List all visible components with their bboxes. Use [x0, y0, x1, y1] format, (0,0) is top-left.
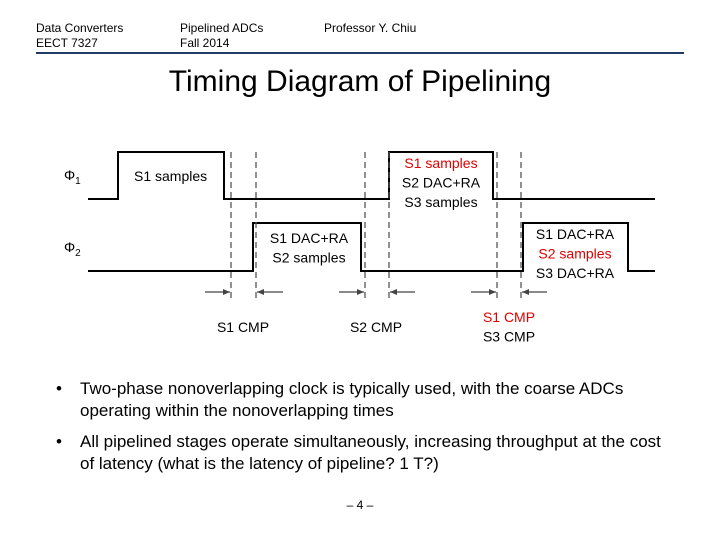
bullet-dot: •	[56, 432, 62, 451]
diagram-label-line: S2 samples	[272, 249, 346, 266]
bullet-text: Two-phase nonoverlapping clock is typically used, with the coarse ADCs operating within the nonoverlapping times	[80, 379, 624, 420]
header-course	[36, 21, 123, 51]
phi1-pulse2-text	[402, 155, 481, 210]
phi2-pulse1-text	[270, 230, 349, 266]
diagram-label-line: S2 DAC+RA	[401, 174, 481, 191]
course-code: EECT 7327	[36, 36, 98, 50]
term: Fall 2014	[180, 36, 230, 50]
bullet-dot: •	[56, 379, 62, 398]
course-name: Data Converters	[36, 21, 124, 35]
phase-symbol: Φ	[64, 167, 76, 183]
header-instructor	[324, 21, 416, 36]
page-number: – 4 –	[346, 498, 374, 512]
phi1-pulse1-text	[134, 168, 207, 184]
diagram-label-line: S3 DAC+RA	[535, 265, 615, 281]
diagram-label-line: S2 samples	[538, 245, 612, 262]
diagram-label-line: S2 CMP	[349, 319, 403, 335]
diagram-label-line: S1 CMP	[482, 309, 536, 325]
header-topic	[180, 21, 263, 51]
phi2-label	[64, 239, 81, 259]
diagram-label-line: S1 CMP	[216, 319, 270, 335]
topic-name: Pipelined ADCs	[180, 21, 264, 35]
phi2-pulse2-text	[536, 226, 615, 281]
diagram-label-line: S3 CMP	[482, 328, 536, 345]
diagram-label-line: S3 samples	[404, 194, 478, 210]
slide-title: Timing Diagram of Pipelining	[168, 65, 552, 98]
bullet-text: All pipelined stages operate simultaneously, increasing throughput at the cost of latency (what is the latency of pipeline? 1 T?)	[80, 432, 661, 473]
phase-subscript: 2	[75, 248, 81, 259]
diagram-label-line: S1 DAC+RA	[269, 230, 349, 246]
phi1-label	[64, 167, 81, 187]
bullet-item	[56, 378, 676, 422]
header-divider	[36, 52, 684, 54]
timing-diagram	[0, 140, 720, 360]
cmp2-label	[350, 319, 402, 335]
diagram-label-line: S1 samples	[134, 168, 208, 184]
cmp3-label	[483, 309, 535, 345]
phase-subscript: 1	[75, 176, 81, 187]
diagram-label-line: S1 samples	[404, 155, 478, 171]
bullet-item	[56, 431, 676, 475]
instructor-name: Professor Y. Chiu	[324, 21, 417, 35]
phase-symbol: Φ	[64, 239, 76, 255]
diagram-label-line: S1 DAC+RA	[535, 226, 615, 242]
cmp1-label	[217, 319, 269, 335]
